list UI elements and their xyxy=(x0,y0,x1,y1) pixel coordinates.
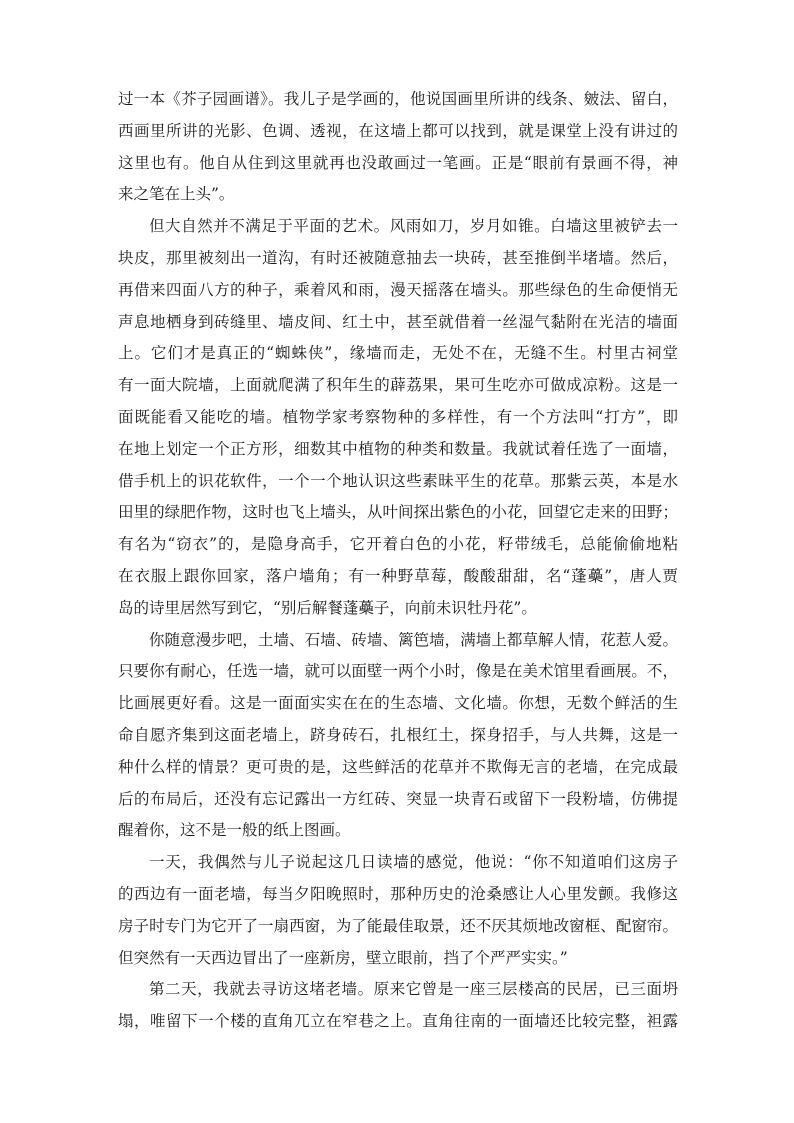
text-line: 面既能看又能吃的墙。植物学家考察物种的多样性，有一个方法叫“打方”，即 xyxy=(118,407,678,426)
text-line: 声息地栖身到砖缝里、墙皮间、红土中，甚至就借着一丝湿气黏附在光洁的墙面 xyxy=(118,312,678,331)
text-line: 你随意漫步吧，土墙、石墙、砖墙、篱笆墙，满墙上都草解人情，花惹人爱。 xyxy=(149,630,678,649)
text-line: 命自愿齐集到这面老墙上，跻身砖石，扎根红土，探身招手，与人共舞，这是一 xyxy=(118,725,678,744)
text-line: 塌，唯留下一个楼的直角兀立在窄巷之上。直角往南的一面墙还比较完整，袒露 xyxy=(118,1012,678,1031)
text-line: 过一本《芥子园画谱》。我儿子是学画的，他说国画里所讲的线条、皴法、留白， xyxy=(118,90,678,108)
text-line: 这里也有。他自从住到这里就再也没敢画过一笔画。正是“眼前有景画不得，神 xyxy=(118,153,678,172)
text-line: 但大自然并不满足于平面的艺术。风雨如刀，岁月如锥。白墙这里被铲去一 xyxy=(149,217,678,236)
text-line: 再借来四面八方的种子，乘着风和雨，漫天摇落在墙头。那些绿色的生命便悄无 xyxy=(118,280,678,299)
article-body xyxy=(118,84,678,1038)
text-line: 醒着你，这不是一般的纸上图画。 xyxy=(118,821,351,840)
text-line: 有名为“窃衣”的，是隐身高手，它开着白色的小花，籽带绒毛，总能偷偷地粘 xyxy=(118,535,678,554)
text-line: 有一面大院墙，上面就爬满了积年生的薜荔果，果可生吃亦可做成凉粉。这是一 xyxy=(118,376,678,395)
text-line: 在地上划定一个正方形，细数其中植物的种类和数量。我就试着任选了一面墙， xyxy=(118,439,678,458)
text-line: 在衣服上跟你回家，落户墙角；有一种野草莓，酸酸甜甜，名“蓬蘽”，唐人贾 xyxy=(118,566,678,585)
text-line: 比画展更好看。这是一面面实实在在的生态墙、文化墙。你想，无数个鲜活的生 xyxy=(118,694,678,713)
text-line: 上。它们才是真正的“蜘蛛侠”，缘墙而走，无处不在，无缝不生。村里古祠堂 xyxy=(118,344,678,363)
text-line: 来之笔在上头”。 xyxy=(118,185,235,204)
text-line: 西画里所讲的光影、色调、透视，在这墙上都可以找到，就是课堂上没有讲过的 xyxy=(118,121,678,140)
text-line: 后的布局后，还没有忘记露出一方红砖、突显一块青石或留下一段粉墙，仿佛提 xyxy=(118,789,678,808)
text-line: 房子时专门为它开了一扇西窗，为了能最佳取景，还不厌其烦地改窗框、配窗帘。 xyxy=(118,916,678,935)
text-line: 岛的诗里居然写到它，“别后解餐蓬蘽子，向前未识牡丹花”。 xyxy=(118,598,537,617)
text-line: 种什么样的情景？更可贵的是，这些鲜活的花草并不欺侮无言的老墙，在完成最 xyxy=(118,757,678,776)
text-line: 第二天，我就去寻访这堵老墙。原来它曾是一座三层楼高的民居，已三面坍 xyxy=(149,980,678,999)
text-line: 借手机上的识花软件，一个一个地认识这些素昧平生的花草。那紫云英，本是水 xyxy=(118,471,678,490)
text-line: 块皮，那里被刻出一道沟，有时还被随意抽去一块砖，甚至推倒半堵墙。然后， xyxy=(118,248,678,267)
text-line: 田里的绿肥作物，这时也飞上墙头，从叶间探出紫色的小花，回望它走来的田野； xyxy=(118,503,678,522)
text-line: 一天，我偶然与儿子说起这几日读墙的感觉，他说：“你不知道咱们这房子 xyxy=(149,853,678,872)
text-line: 的西边有一面老墙，每当夕阳晚照时，那种历史的沧桑感让人心里发颤。我修这 xyxy=(118,884,678,903)
text-line: 只要你有耐心，任选一墙，就可以面壁一两个小时，像是在美术馆里看画展。不， xyxy=(118,662,678,681)
text-line: 但突然有一天西边冒出了一座新房，壁立眼前，挡了个严严实实。” xyxy=(118,948,568,967)
